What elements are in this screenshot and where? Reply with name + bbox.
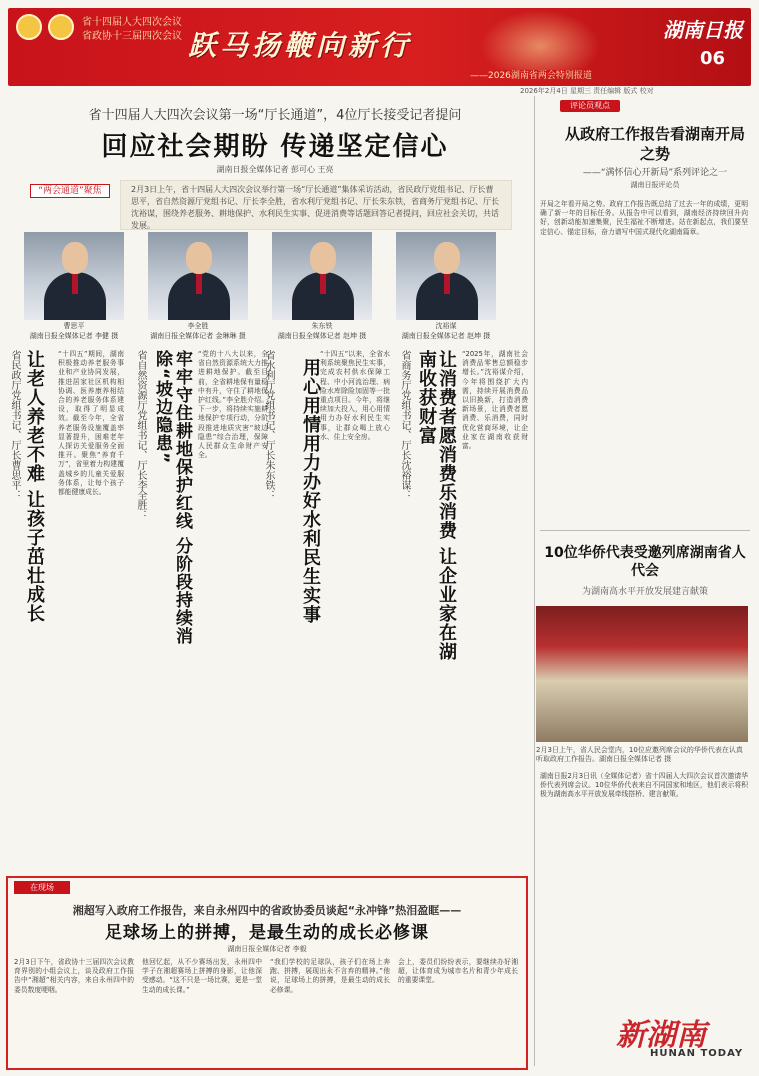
official-headline: 让老人养老不难 让孩子茁壮成长 — [24, 350, 45, 624]
feature-headline: 足球场上的拼搏，是最生动的成长必修课 — [105, 923, 429, 943]
article-body: “十四五”以来，全省水利系统聚焦民生实事，完成农村供水保障工程、中小河流治理、病险水库除险加固等一批重点项目。今年，将继续加大投入，用心用情用力办好水利民生实事，让群众喝上放心水、住上安全房。 — [320, 350, 390, 441]
feature-tag: 在现场 — [14, 881, 70, 894]
event-line-2: 省政协十三届四次会议 — [82, 31, 182, 42]
official-name: 曹思平 — [63, 322, 85, 330]
lead-byline: 湖南日报全媒体记者 彭可心 王亮 — [216, 165, 334, 174]
watermark-english: HUNAN TODAY — [650, 1048, 744, 1059]
feature-body: 会上，委员们纷纷表示，要继续办好湘超，让体育成为城市名片和青少年成长的重要课堂。 — [398, 958, 518, 985]
article-body: “2025年，湖南社会消费品零售总额稳步增长。”沈裕谋介绍，今年将围绕扩大内需，持续开展消费品以旧换新，打造消费新场景，让消费者愿消费、乐消费，同时优化营商环境，让企业家在湖南收获财富。 — [462, 350, 528, 451]
photo-caption: 湖南日报全媒体记者 赵坤 摄 — [401, 332, 491, 340]
feature-kicker: 湘超写入政府工作报告，来自永州四中的省政协委员谈起“永冲锋”热泪盈眶—— — [72, 904, 462, 917]
photo-caption: 湖南日报全媒体记者 金琳琳 摄 — [150, 332, 246, 340]
official-name: 沈裕谋 — [435, 322, 457, 330]
diaspora-caption: 2月3日上午，省人民会堂内，10位应邀列席会议的华侨代表在认真听取政府工作报告。湖南日报全媒体记者 摄 — [536, 746, 743, 763]
article-body: “党的十八大以来，全省自然资源系统大力推进耕地保护。截至目前，全省耕地保有量稳中有升，守住了耕地保护红线。”李全胜介绍。下一步，将持续实施耕地保护专项行动，分阶段推进地质灾害“坡边隐患”综合治理，保障人民群众生命财产安全。 — [198, 350, 268, 460]
national-emblem-icon — [48, 14, 74, 40]
official-headline: 让消费者愿消费乐消费 让企业家在湖南收获财富 — [416, 350, 457, 662]
official-headline: 用心用情用力办好水利民生实事 — [300, 358, 321, 624]
date-line: 2026年2月4日 星期三 责任编辑 版式 校对 — [520, 87, 654, 95]
lead-intro: 2月3日上午，省十四届人大四次会议举行第一场“厅长通道”集体采访活动，省民政厅党组书记、厅长曹思平，省自然资源厅党组书记、厅长李全胜，省水利厅党组书记、厅长朱东铁，省商务厅党组书记、厅长沈裕谋，围绕养老服务、耕地保护、水利民生实事、促进消费等话题回答记者提问，回应社会关切，共话发展。 — [120, 180, 512, 230]
official-subtitle: 省民政厅党组书记、厅长曹思平： — [9, 350, 20, 500]
photo-caption: 湖南日报全媒体记者 赵坤 摄 — [277, 332, 367, 340]
official-subtitle: 省自然资源厅党组书记、厅长李全胜： — [135, 350, 146, 520]
diaspora-body: 湖南日报2月3日讯（全媒体记者）省十四届人大四次会议首次邀请华侨代表列席会议。10位华侨代表来自不同国家和地区，他们表示将积极为湖南高水平开放发展牵线搭桥、建言献策。 — [540, 772, 748, 799]
diaspora-title: 10位华侨代表受邀列席湖南省人代会 — [544, 545, 746, 579]
lead-kicker: 省十四届人大四次会议第一场“厅长通道”，4位厅长接受记者提问 — [88, 108, 462, 123]
feature-byline: 湖南日报全媒体记者 李毅 — [227, 945, 307, 953]
photo-caption: 湖南日报全媒体记者 李健 摄 — [29, 332, 119, 340]
column-divider — [534, 96, 535, 1066]
lead-headline: 回应社会期盼 传递坚定信心 — [101, 132, 449, 162]
feature-body: “我们学校的足球队，孩子们在场上奔跑、拼搏，展现出永不言弃的精神。”他说，足球场上的拼搏，是最生动的成长必修课。 — [270, 958, 390, 994]
official-photo — [24, 232, 124, 320]
official-subtitle: 省水利厅党组书记、厅长朱东铁： — [263, 350, 274, 500]
article-body: “十四五”期间，湖南积极推动养老服务事业和产业协同发展，推进居家社区机构相协调、医养康养相结合的养老服务体系建设，取得了明显成效。截至今年，全省养老服务设施覆盖率显著提升，困难老年人探访关爱服务全面推开。聚焦“养育千万”，省里着力构建覆盖城乡的儿童关爱服务体系，让每个孩子都能健康成长。 — [58, 350, 124, 497]
masthead-band: ——2026湖南省两会特别报道 — [470, 71, 592, 81]
assembly-photo — [536, 606, 748, 742]
commentary-byline: 湖南日报评论员 — [630, 181, 680, 189]
horse-decoration-icon — [480, 10, 600, 70]
official-name: 李全胜 — [187, 322, 209, 330]
feature-body: 他回忆起，从不少赛场出发，永州四中学子在湘超赛场上拼搏的身影，让他深受感动。“这不只是一场比赛，更是一堂生动的成长课。” — [142, 958, 262, 994]
official-headline: 牢牢守住耕地保护红线 分阶段持续消除“坡边隐患” — [152, 350, 192, 645]
diaspora-subtitle: 为湖南高水平开放发展建言献策 — [581, 587, 708, 597]
paper-logo: 湖南日报 — [663, 18, 743, 42]
watermark-logo: 新湖南 — [616, 1018, 706, 1053]
section-tag: “两会通道”聚焦 — [30, 184, 110, 198]
official-photo — [148, 232, 248, 320]
official-subtitle: 省商务厅党组书记、厅长沈裕谋： — [399, 350, 410, 500]
commentary-subtitle: ——“满怀信心开新局”系列评论之一 — [582, 168, 728, 178]
official-name: 朱东铁 — [311, 322, 333, 330]
commentary-tag: 评论员观点 — [560, 100, 620, 112]
section-divider — [540, 530, 750, 531]
event-line-1: 省十四届人大四次会议 — [82, 17, 182, 28]
official-photo — [396, 232, 496, 320]
feature-body: 2月3日下午，省政协十三届四次会议教育界别的小组会议上，谈及政府工作报告中“湘超”相关内容，来自永州四中的委员数度哽咽。 — [14, 958, 134, 994]
page-number: 06 — [700, 48, 726, 69]
masthead-slogan: 跃马扬鞭向新行 — [188, 29, 413, 62]
party-emblem-icon — [16, 14, 42, 40]
commentary-body: 开局之年看开局之势。政府工作报告既总结了过去一年的成绩，更明确了新一年的目标任务。从报告中可以看到，湖南经济持续回升向好，创新动能加速集聚，民生福祉不断增进。站在新起点，我们要坚定信心、锚定目标，奋力谱写中国式现代化湖南篇章。 — [540, 200, 748, 236]
official-photo — [272, 232, 372, 320]
commentary-title: 从政府工作报告看湖南开局之势 — [564, 125, 745, 163]
